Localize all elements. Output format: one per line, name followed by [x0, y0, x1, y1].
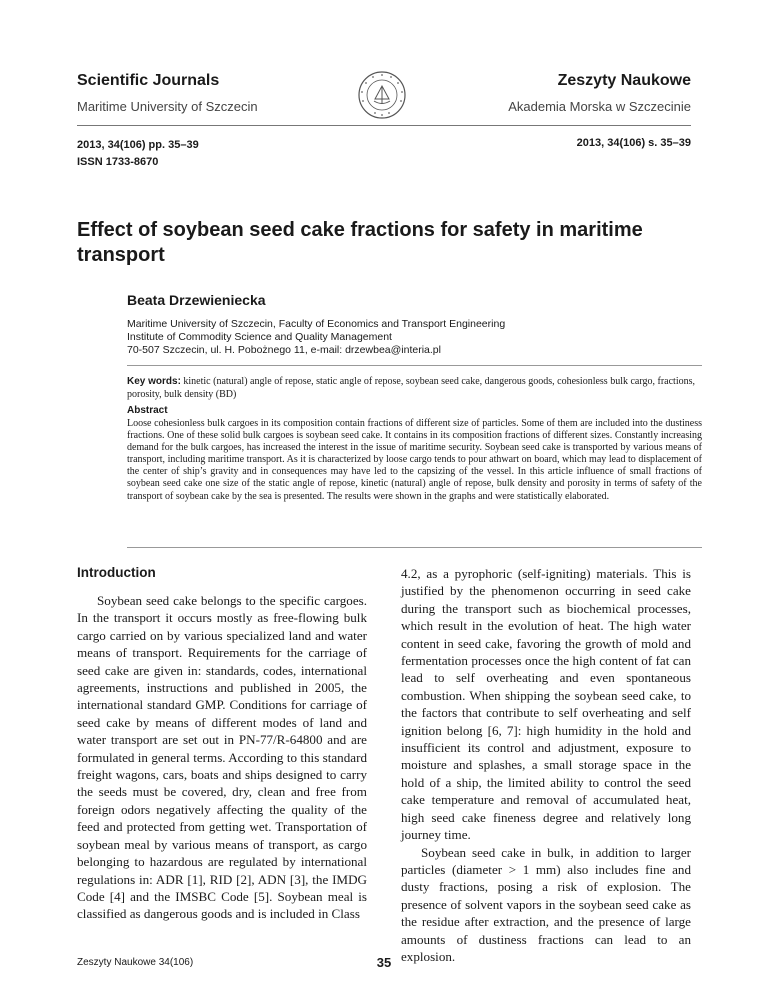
section-heading-introduction: Introduction — [77, 565, 156, 580]
body-column-right — [401, 565, 691, 965]
header-divider — [77, 125, 691, 126]
affiliation-faculty: Maritime University of Szczecin, Faculty of Economics and Transport Engineering — [127, 318, 506, 330]
abstract-heading: Abstract — [127, 405, 168, 416]
page-number: 35 — [376, 955, 392, 970]
affiliation-address: 70-507 Szczecin, ul. H. Pobożnego 11, e-mail: drzewbea@interia.pl — [127, 344, 441, 356]
issn: ISSN 1733-8670 — [77, 156, 159, 168]
abstract-top-divider — [127, 365, 702, 366]
body-paragraph: Soybean seed cake in bulk, in addition to larger particles (diameter > 1 mm) also includes fine and dusty fractions, posing a risk of explosion. The presence of solvent vapors in the soybean seed cake as the residue after extraction, and the presence of large amounts of dustiness fractions can lead to an explosion. — [401, 844, 691, 964]
journal-title-en: Scientific Journals — [77, 72, 220, 89]
journal-title-pl: Zeszyty Naukowe — [557, 72, 691, 89]
university-name-en: Maritime University of Szczecin — [77, 99, 258, 114]
keywords-label: Key words: — [127, 376, 181, 387]
body-paragraph: 4.2, as a pyrophoric (self-igniting) materials. This is justified by the phenomenon occurring in seed cake during the transport such as biochemical processes, which result in the evolution of heat. The high water content in seed cake, favoring the growth of mold and fermentation processes once the high content of fat can lead to self overheating and even spontaneous combustion. When shipping the soybean seed cake, to the factors that contribute to self overheating and self ignition belong [6, 7]: high humidity in the hold and insufficient its control and adjustment, exposure to moisture and splashes, a small storage space in the hold of a ship, the limited ability to control the seed cake temperature and removal of accumulated heat, high seed cake fineness degree and relatively long journey time. — [401, 566, 691, 843]
university-name-pl: Akademia Morska w Szczecinie — [508, 99, 691, 114]
university-seal-icon — [357, 70, 407, 120]
author-name: Beata Drzewieniecka — [127, 292, 266, 308]
abstract-text: Loose cohesionless bulk cargoes in its composition contain fractions of different size of particles. Some of them are included into the dustiness fractions. One of these solid bulk cargoes is soybean seed cake. It contains in its composition fractions of different sizes. Constantly increasing demand for the bulk cargoes, has increased the interest in the issue of maritime security. Soybean seed cake is transported by various means of transport, including maritime transport. As it is characterized by loose cargo tends to pour athwart on board, which may lead to displacement of the center of ship’s gravity and in consequences may have led to the capsizing of the vessel. In this article influence of small fractions of soybean seed cake one size of the static angle of repose, kinetic (natural) angle of repose, bulk density and porosity in terms of safety of the transport of soybean cake by the sea is presented. The results were shown in the graphs and were statistically elaborated. — [127, 418, 702, 502]
affiliation-institute: Institute of Commodity Science and Quality Management — [127, 331, 392, 343]
footer-journal: Zeszyty Naukowe 34(106) — [77, 957, 194, 968]
keywords-text: kinetic (natural) angle of repose, static angle of repose, soybean seed cake, dangerous goods, cohesionless bulk cargo, fractions, porosity, bulk density (BD) — [127, 376, 695, 400]
body-column-left — [77, 565, 367, 923]
body-paragraph: Soybean seed cake belongs to the specific cargoes. In the transport it occurs mostly as free-flowing bulk cargo carried on by various specialized land and water means of transport. Requirements for the carriage of seed cake are given in: standards, codes, international agreements, instructions and published in 2005, the international standard GMP. Conditions for carriage of seed cake by means of different modes of land and water transport are set out in PN-77/R-64800 and are formulated in general terms. According to this standard freight wagons, cars, boats and ships designed to carry the seeds must be covered, dry, clean and free from foreign odors negatively affecting the quality of the feed and protected from getting wet. Transportation of soybean meal by various means of transport, as cargo belonging to hazardous are regulated by international regulations in: ADR [1], RID [2], ADN [3], the IMDG Code [4] and the IMSBC Code [5]. Soybean meal is classified as dangerous goods and is included in Class — [77, 593, 367, 922]
citation-pl: 2013, 34(106) s. 35–39 — [576, 137, 691, 149]
citation-en — [77, 137, 199, 171]
keywords — [127, 375, 702, 401]
article-title: Effect of soybean seed cake fractions for safety in maritime transport — [77, 219, 643, 266]
author-affiliation — [127, 318, 717, 357]
citation-volume-en: 2013, 34(106) pp. 35–39 — [77, 139, 199, 151]
abstract-bottom-divider — [127, 547, 702, 548]
